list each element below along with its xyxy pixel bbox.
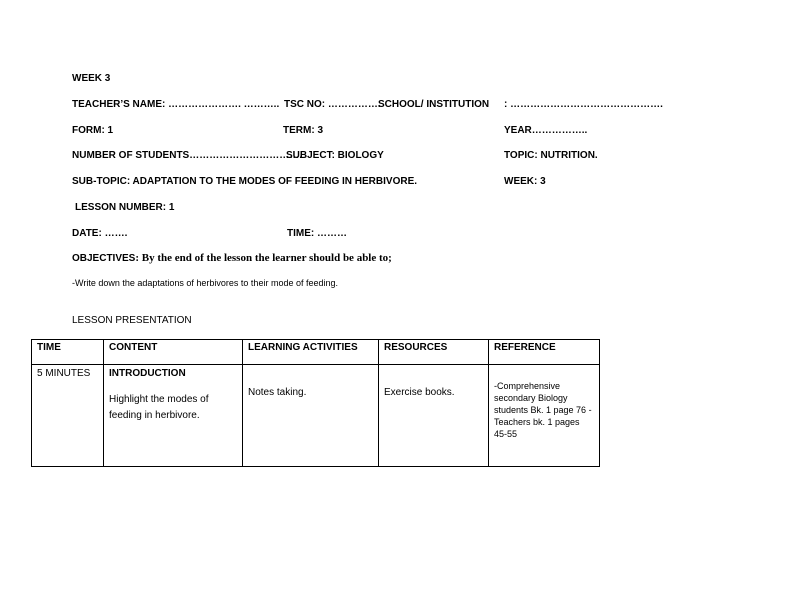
header-time: TIME xyxy=(32,340,104,365)
cell-reference xyxy=(489,365,600,467)
header-learning-activities: LEARNING ACTIVITIES xyxy=(243,340,379,365)
students-field: NUMBER OF STUDENTS……………………………. xyxy=(72,150,302,161)
lesson-presentation-table xyxy=(31,339,600,467)
table-row xyxy=(32,365,600,467)
resources-value: Exercise books. xyxy=(384,387,455,398)
activities-value: Notes taking. xyxy=(248,387,307,398)
lesson-presentation-title: LESSON PRESENTATION xyxy=(72,315,192,326)
term-field: TERM: 3 xyxy=(283,125,323,136)
objectives-line xyxy=(72,252,392,264)
topic-field: TOPIC: NUTRITION. xyxy=(504,150,598,161)
content-heading: INTRODUCTION xyxy=(109,368,186,379)
school-label: SCHOOL/ INSTITUTION xyxy=(378,99,490,110)
header-resources: RESOURCES xyxy=(379,340,489,365)
form-field: FORM: 1 xyxy=(72,125,114,136)
school-value: : ………………………………………. xyxy=(504,99,663,110)
time-value: 5 MINUTES xyxy=(37,368,91,379)
week-field: WEEK: 3 xyxy=(504,176,546,187)
tsc-no-field: TSC NO: ……………. xyxy=(284,99,381,110)
cell-time xyxy=(32,365,104,467)
objectives-text: : By the end of the lesson the learner should be able to; xyxy=(135,252,392,264)
teacher-name-field: TEACHER’S NAME: …………………. ……….. xyxy=(72,99,280,110)
content-text: Highlight the modes of feeding in herbivore. xyxy=(109,394,209,421)
objective-item: -Write down the adaptations of herbivores to their mode of feeding. xyxy=(72,278,338,288)
table-header-row xyxy=(32,340,600,365)
week-heading: WEEK 3 xyxy=(72,73,111,84)
subtopic-field: SUB-TOPIC: ADAPTATION TO THE MODES OF FEEDING IN HERBIVORE. xyxy=(72,176,418,187)
date-field: DATE: ……. xyxy=(72,228,128,239)
cell-resources xyxy=(379,365,489,467)
cell-activities xyxy=(243,365,379,467)
cell-content xyxy=(104,365,243,467)
reference-value: -Comprehensive secondary Biology students Bk. 1 page 76 -Teachers bk. 1 pages 45-55 xyxy=(494,381,592,439)
header-reference: REFERENCE xyxy=(489,340,600,365)
header-content: CONTENT xyxy=(104,340,243,365)
objectives-label: OBJECTIVES xyxy=(72,253,136,264)
subject-field: SUBJECT: BIOLOGY xyxy=(286,150,384,161)
year-field: YEAR…………….. xyxy=(504,125,588,136)
lesson-number-field: LESSON NUMBER: 1 xyxy=(75,202,175,213)
time-field: TIME: ……… xyxy=(287,228,347,239)
